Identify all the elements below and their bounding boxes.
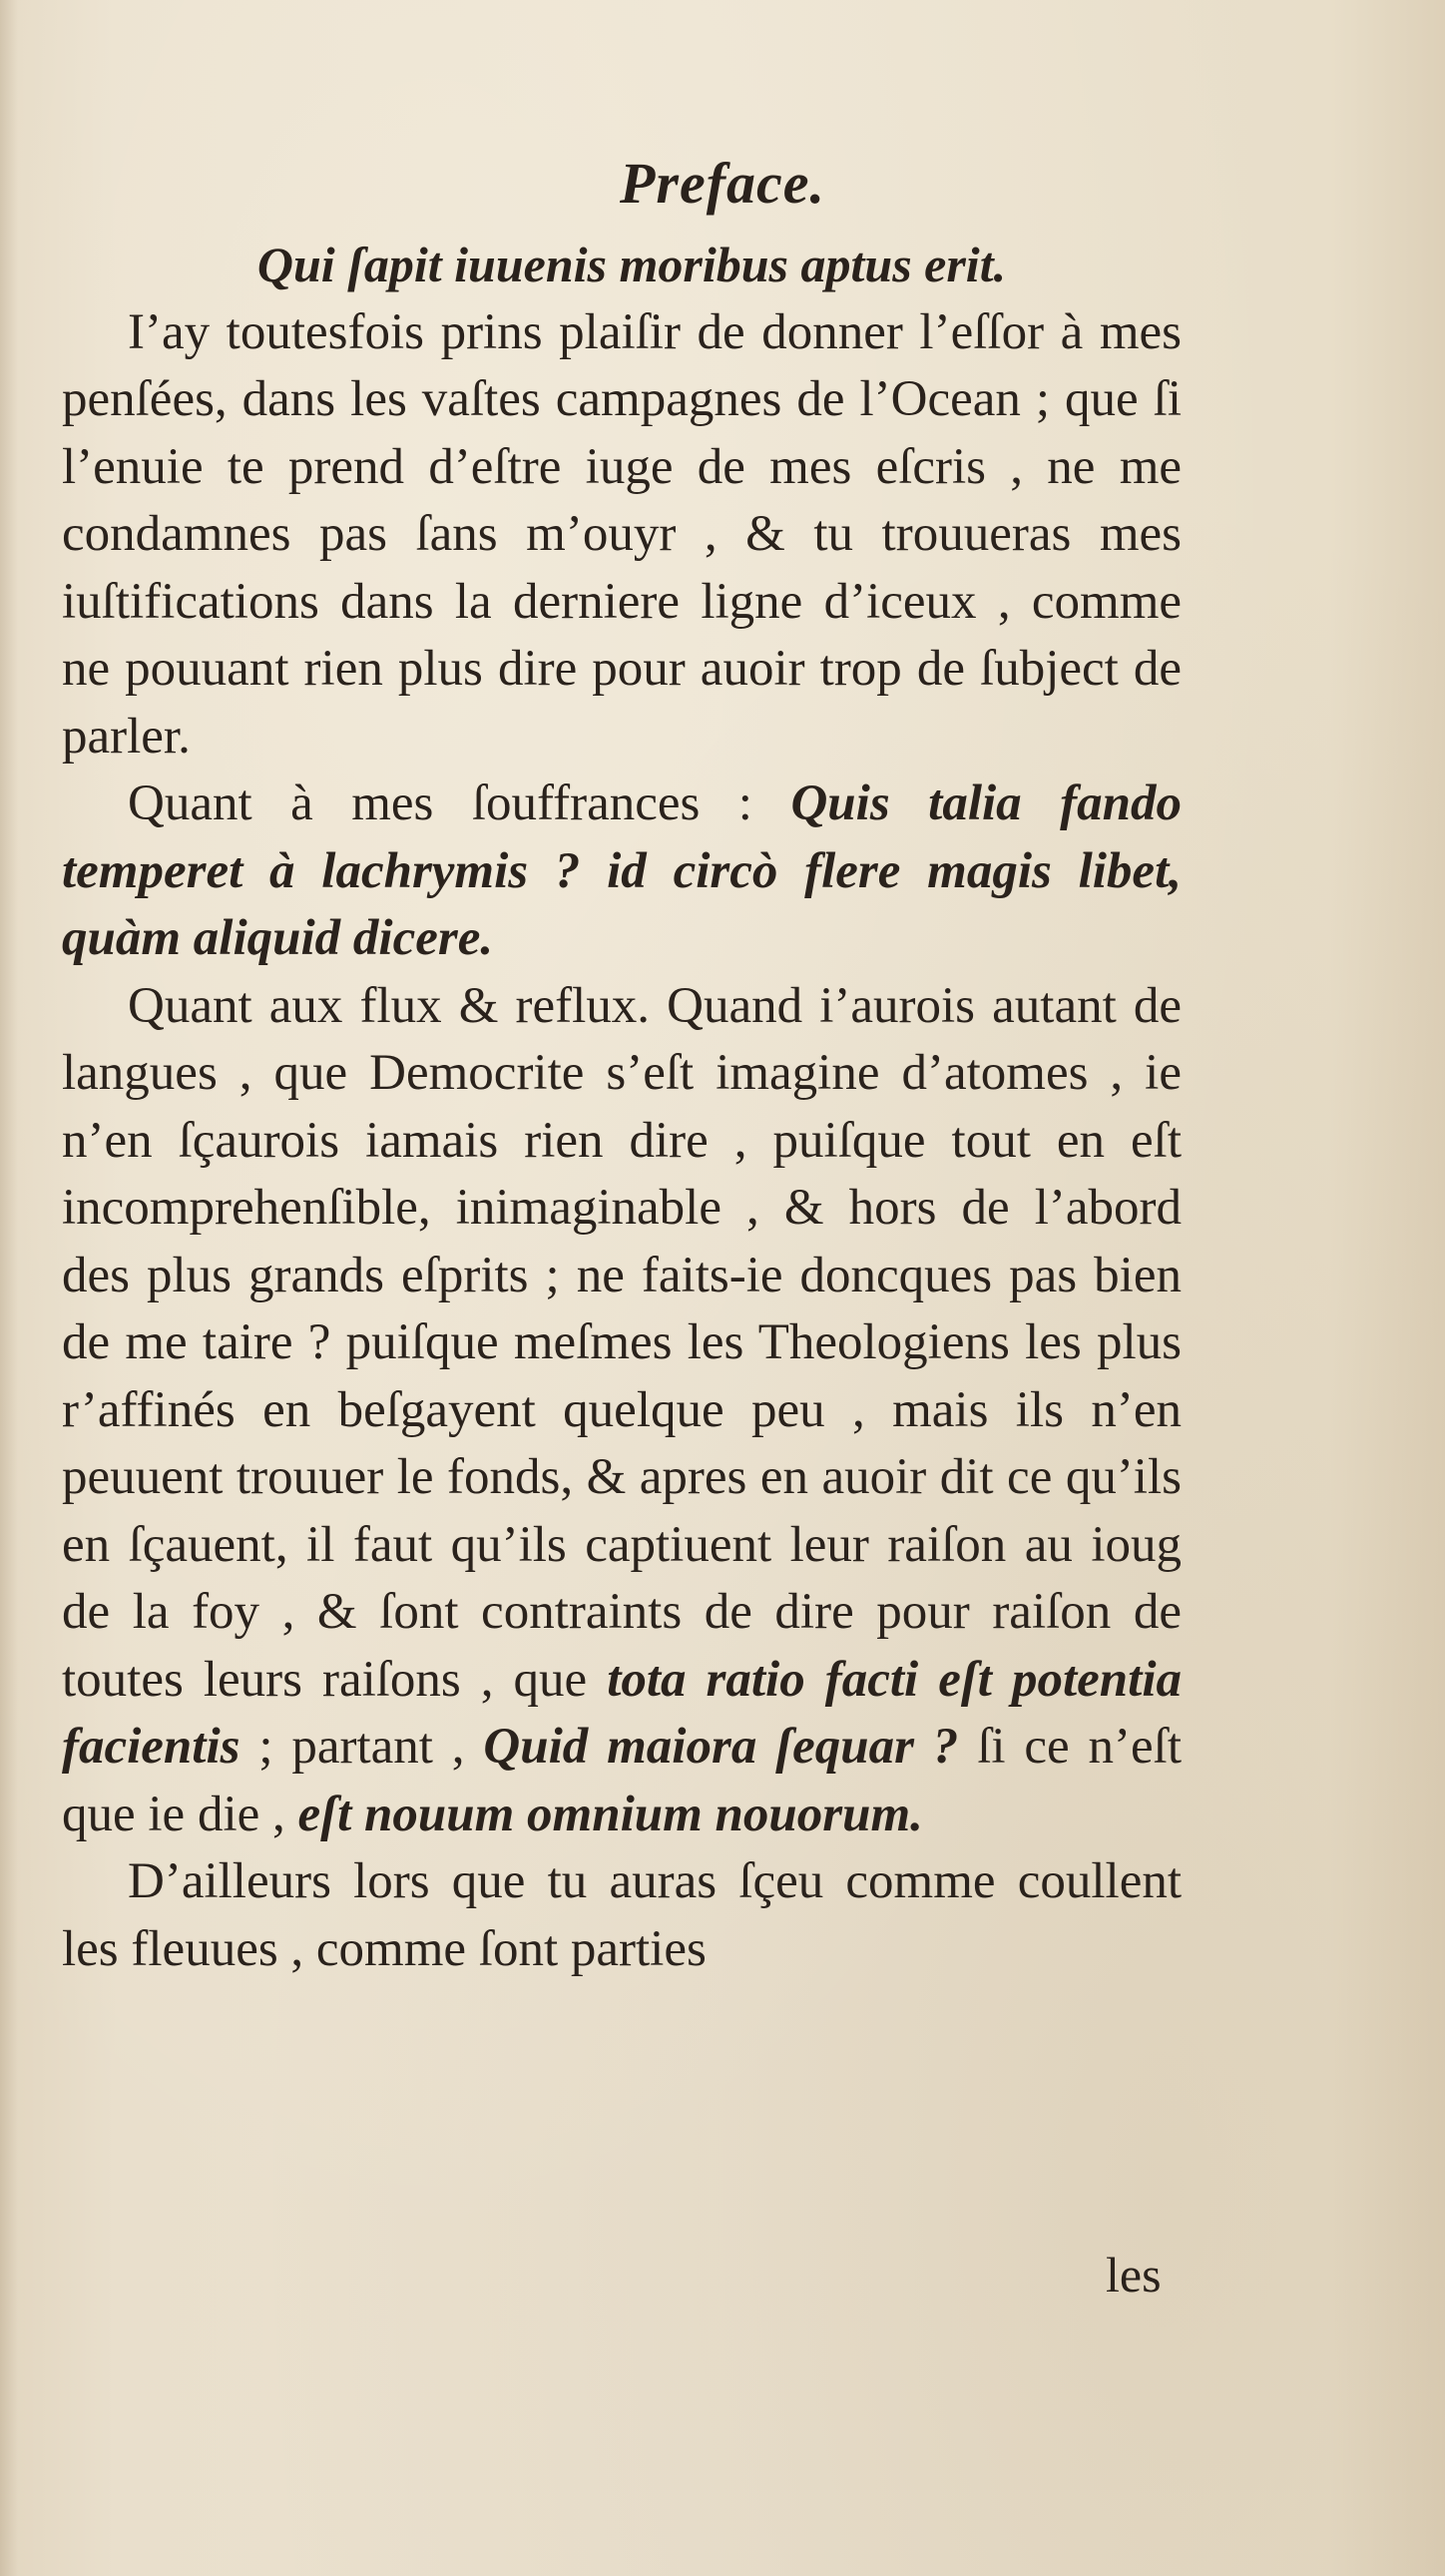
motto: Qui ſapit iuuenis moribus aptus erit.	[256, 237, 1007, 292]
catchword: les	[1106, 2247, 1162, 2303]
latin-quotation: Quid maiora ſequar ?	[483, 1719, 959, 1775]
running-head: Preface.	[619, 151, 826, 216]
paragraph-1	[62, 299, 1182, 772]
text-run: ſi ce n’eſt que ie die ,	[62, 1719, 1183, 1842]
paragraph-3	[62, 973, 1182, 1849]
text-run: I’ay toutesfois prins plaiſir de donner l’eſſor à mes penſées, dans les vaſtes campagnes de l’Ocean ; que ſi l’enuie te prend d’eſtre iuge de mes eſcris , ne me condamnes pas ſans m’ouyr , & tu trouueras mes iuſtifications dans la derniere ligne d’iceux , comme ne pouuant rien plus dire pour auoir trop de ſubject de parler.	[62, 303, 1182, 765]
paragraph-4	[62, 1848, 1182, 1983]
text-block	[62, 232, 1182, 1983]
paragraph-2	[62, 771, 1182, 973]
text-run: ; partant ,	[240, 1719, 484, 1775]
latin-quotation: eſt nouum omnium nouorum.	[297, 1786, 923, 1842]
text-run: Quant à mes ſouffrances :	[128, 775, 791, 831]
text-run: Quant aux flux & reflux. Quand i’aurois autant de langues , que Democrite s’eſt imagine d’atomes , ie n’en ſçaurois iamais rien dire , puiſque tout en eſt incomprehenſible, inimaginable , & hors de l’abord des plus grands eſprits ; ne faits-ie doncques pas bien de me taire ? puiſque meſmes les Theologiens les plus r’affinés en beſgayent quelque peu , mais ils n’en peuuent trouuer le fonds, & apres en auoir dit ce qu’ils en ſçauent, il faut qu’ils captiuent leur raiſon au ioug de la foy , & ſont contraints de dire pour raiſon de toutes leurs raiſons , que	[62, 977, 1182, 1708]
page-edge-shadow	[0, 0, 18, 2576]
latin-quotation: tota ratio facti eſt potentia facientis	[62, 1651, 1182, 1775]
text-run: D’ailleurs lors que tu auras ſçeu comme coullent les fleuues , comme ſont parties	[62, 1853, 1182, 1977]
latin-quotation: Quis talia fando temperet à lachrymis ? id circò flere magis libet, quàm aliquid dicere.	[62, 775, 1182, 966]
